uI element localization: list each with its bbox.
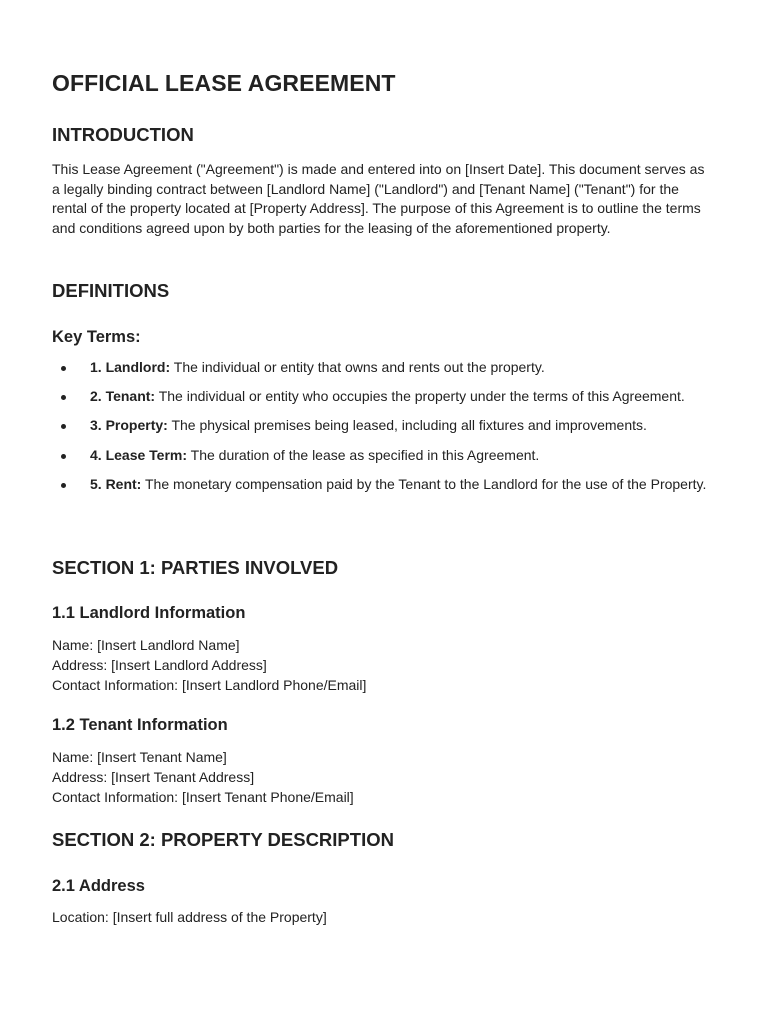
landlord-info-block xyxy=(52,636,366,695)
introduction-heading: INTRODUCTION xyxy=(52,124,194,145)
definition-item-rent xyxy=(52,475,716,495)
document-title: OFFICIAL LEASE AGREEMENT xyxy=(52,70,396,96)
definition-text: The physical premises being leased, including all fixtures and improvements. xyxy=(167,417,647,434)
section1-heading: SECTION 1: PARTIES INVOLVED xyxy=(52,557,339,578)
introduction-body: This Lease Agreement ("Agreement") is made and entered into on [Insert Date]. This document serves as a legally binding contract between [Landlord Name] ("Landlord") and [Tenant Name] ("Tenant") for the rental of the property located at [Property Address]. The purpose of this Agreement is to outline the terms and conditions agreed upon by both parties for the leasing of the aforementioned property. xyxy=(52,161,705,236)
landlord-name: Name: [Insert Landlord Name] xyxy=(52,637,240,653)
definition-item-tenant xyxy=(52,387,716,407)
key-terms-heading: Key Terms: xyxy=(52,328,141,346)
tenant-name: Name: [Insert Tenant Name] xyxy=(52,749,227,765)
landlord-info-heading: 1.1 Landlord Information xyxy=(52,604,246,622)
bullet-icon xyxy=(61,366,66,371)
definition-item-landlord xyxy=(52,358,716,378)
definition-item-lease-term xyxy=(52,446,716,466)
bullet-icon xyxy=(61,395,66,400)
section2-heading: SECTION 2: PROPERTY DESCRIPTION xyxy=(52,829,394,850)
property-location: Location: [Insert full address of the Property] xyxy=(52,909,327,925)
tenant-info-block xyxy=(52,748,354,807)
definition-term: 4. Lease Term: xyxy=(90,446,188,463)
bullet-icon xyxy=(61,424,66,429)
definition-text: The individual or entity that owns and rents out the property. xyxy=(170,359,545,375)
definition-term: 1. Landlord: xyxy=(90,359,171,375)
definition-term: 2. Tenant: xyxy=(90,388,156,405)
definitions-list xyxy=(52,358,716,504)
tenant-address: Address: [Insert Tenant Address] xyxy=(52,768,255,785)
definition-term: 3. Property: xyxy=(90,417,168,434)
property-address-block xyxy=(52,908,327,928)
definition-term: 5. Rent: xyxy=(90,475,142,492)
definition-text: The monetary compensation paid by the Tenant to the Landlord for the use of the Property. xyxy=(141,475,707,492)
tenant-info-heading: 1.2 Tenant Information xyxy=(52,716,228,734)
bullet-icon xyxy=(61,454,66,459)
landlord-contact: Contact Information: [Insert Landlord Phone/Email] xyxy=(52,676,367,693)
landlord-address: Address: [Insert Landlord Address] xyxy=(52,656,267,673)
bullet-icon xyxy=(61,483,66,488)
definition-item-property xyxy=(52,416,716,436)
definition-text: The individual or entity who occupies the property under the terms of this Agreement. xyxy=(155,388,685,405)
definition-text: The duration of the lease as specified in this Agreement. xyxy=(187,446,540,463)
property-address-heading: 2.1 Address xyxy=(52,877,145,895)
tenant-contact: Contact Information: [Insert Tenant Phone/Email] xyxy=(52,788,354,805)
definitions-heading: DEFINITIONS xyxy=(52,280,170,301)
